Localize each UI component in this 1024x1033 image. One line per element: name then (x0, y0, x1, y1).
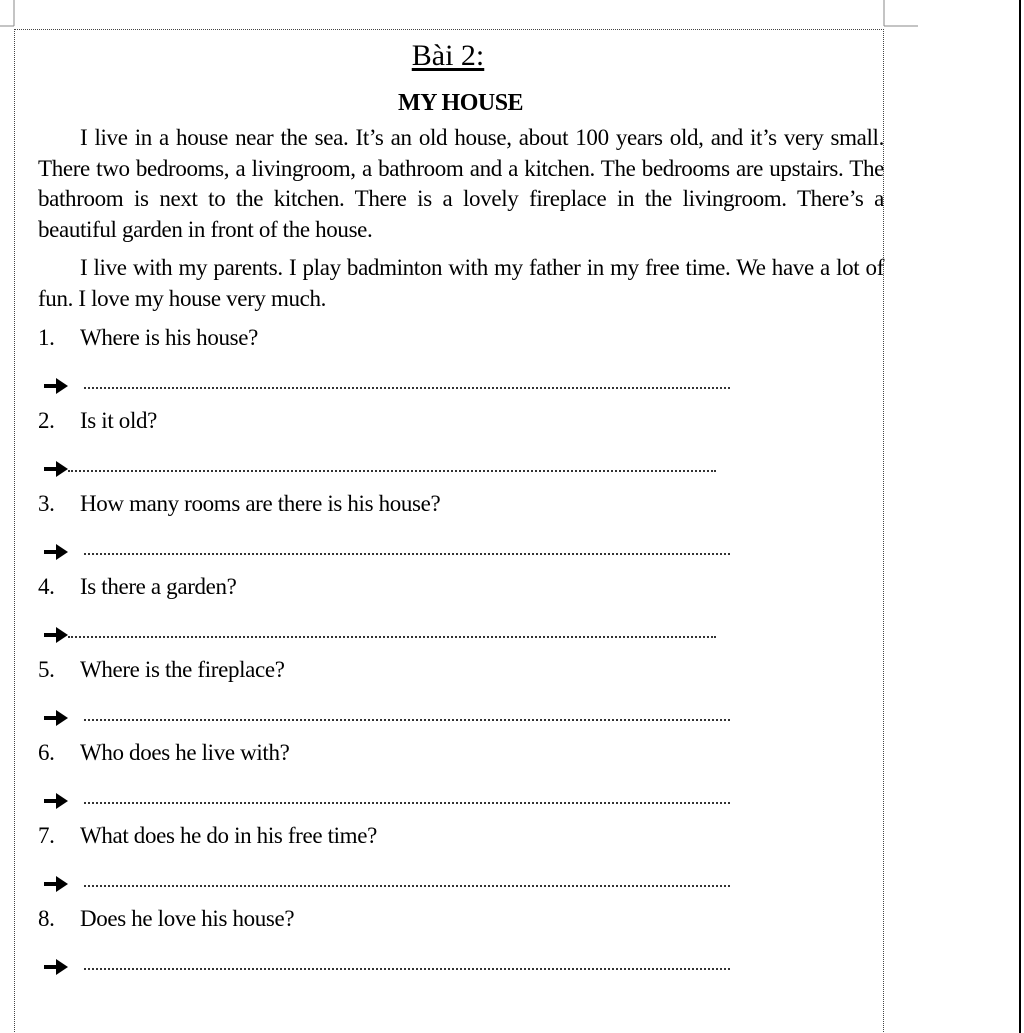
question-text: How many rooms are there is his house? (80, 491, 441, 516)
answer-blank[interactable] (68, 469, 716, 472)
question-text: Where is the fireplace? (80, 657, 285, 682)
arrow-right-icon (42, 873, 72, 895)
question-number: 8. (38, 906, 55, 931)
question-text: Is there a garden? (80, 574, 237, 599)
answer-blank[interactable] (84, 801, 730, 804)
document-body (38, 34, 886, 982)
question-number: 3. (38, 491, 55, 516)
answer-blank[interactable] (68, 635, 716, 638)
question-item (38, 650, 886, 690)
arrow-right-icon (42, 541, 72, 563)
answer-line[interactable] (38, 773, 886, 816)
reading-paragraph-2: I live with my parents. I play badminton with my father in my free time. We have a lot of fun. I love my house very much. (38, 255, 884, 311)
answer-line[interactable] (38, 856, 886, 899)
question-text: What does he do in his free time? (80, 823, 377, 848)
exercise-title: Bài 2: (411, 39, 485, 72)
question-text: Is it old? (80, 408, 157, 433)
arrow-right-icon (42, 707, 72, 729)
question-number: 6. (38, 740, 55, 765)
answer-blank[interactable] (84, 884, 730, 887)
question-text: Who does he live with? (80, 740, 290, 765)
question-number: 2. (38, 408, 55, 433)
question-number: 5. (38, 657, 55, 682)
question-text: Where is his house? (80, 325, 258, 350)
arrow-right-icon (42, 375, 72, 397)
question-text: Does he love his house? (80, 906, 295, 931)
question-item (38, 318, 886, 358)
question-item (38, 401, 886, 441)
answer-blank[interactable] (84, 386, 730, 389)
answer-line[interactable] (38, 524, 886, 567)
question-number: 7. (38, 823, 55, 848)
question-item (38, 816, 886, 856)
question-item (38, 567, 886, 607)
answer-blank[interactable] (84, 967, 730, 970)
reading-title: MY HOUSE (397, 90, 524, 116)
question-number: 4. (38, 574, 55, 599)
answer-line[interactable] (38, 358, 886, 401)
arrow-right-icon (42, 956, 72, 978)
page-corner-marks (0, 0, 1024, 30)
question-item (38, 733, 886, 773)
reading-paragraph-1: I live in a house near the sea. It’s an old house, about 100 years old, and it’s very small. There two bedrooms, a livingroom, a bathroom and a kitchen. The bedrooms are upstairs. The bathroom is next to the kitchen. There is a lovely fireplace in the livingroom. There’s a beautiful garden in front of the house. (38, 125, 884, 242)
question-item (38, 484, 886, 524)
question-number: 1. (38, 325, 55, 350)
page-edge-rule (1019, 0, 1021, 1033)
answer-blank[interactable] (84, 718, 730, 721)
answer-line[interactable] (38, 607, 886, 650)
answer-line[interactable] (38, 939, 886, 982)
answer-blank[interactable] (84, 552, 730, 555)
question-list (38, 318, 886, 982)
arrow-right-icon (42, 790, 72, 812)
question-item (38, 899, 886, 939)
answer-line[interactable] (38, 441, 886, 484)
answer-line[interactable] (38, 690, 886, 733)
